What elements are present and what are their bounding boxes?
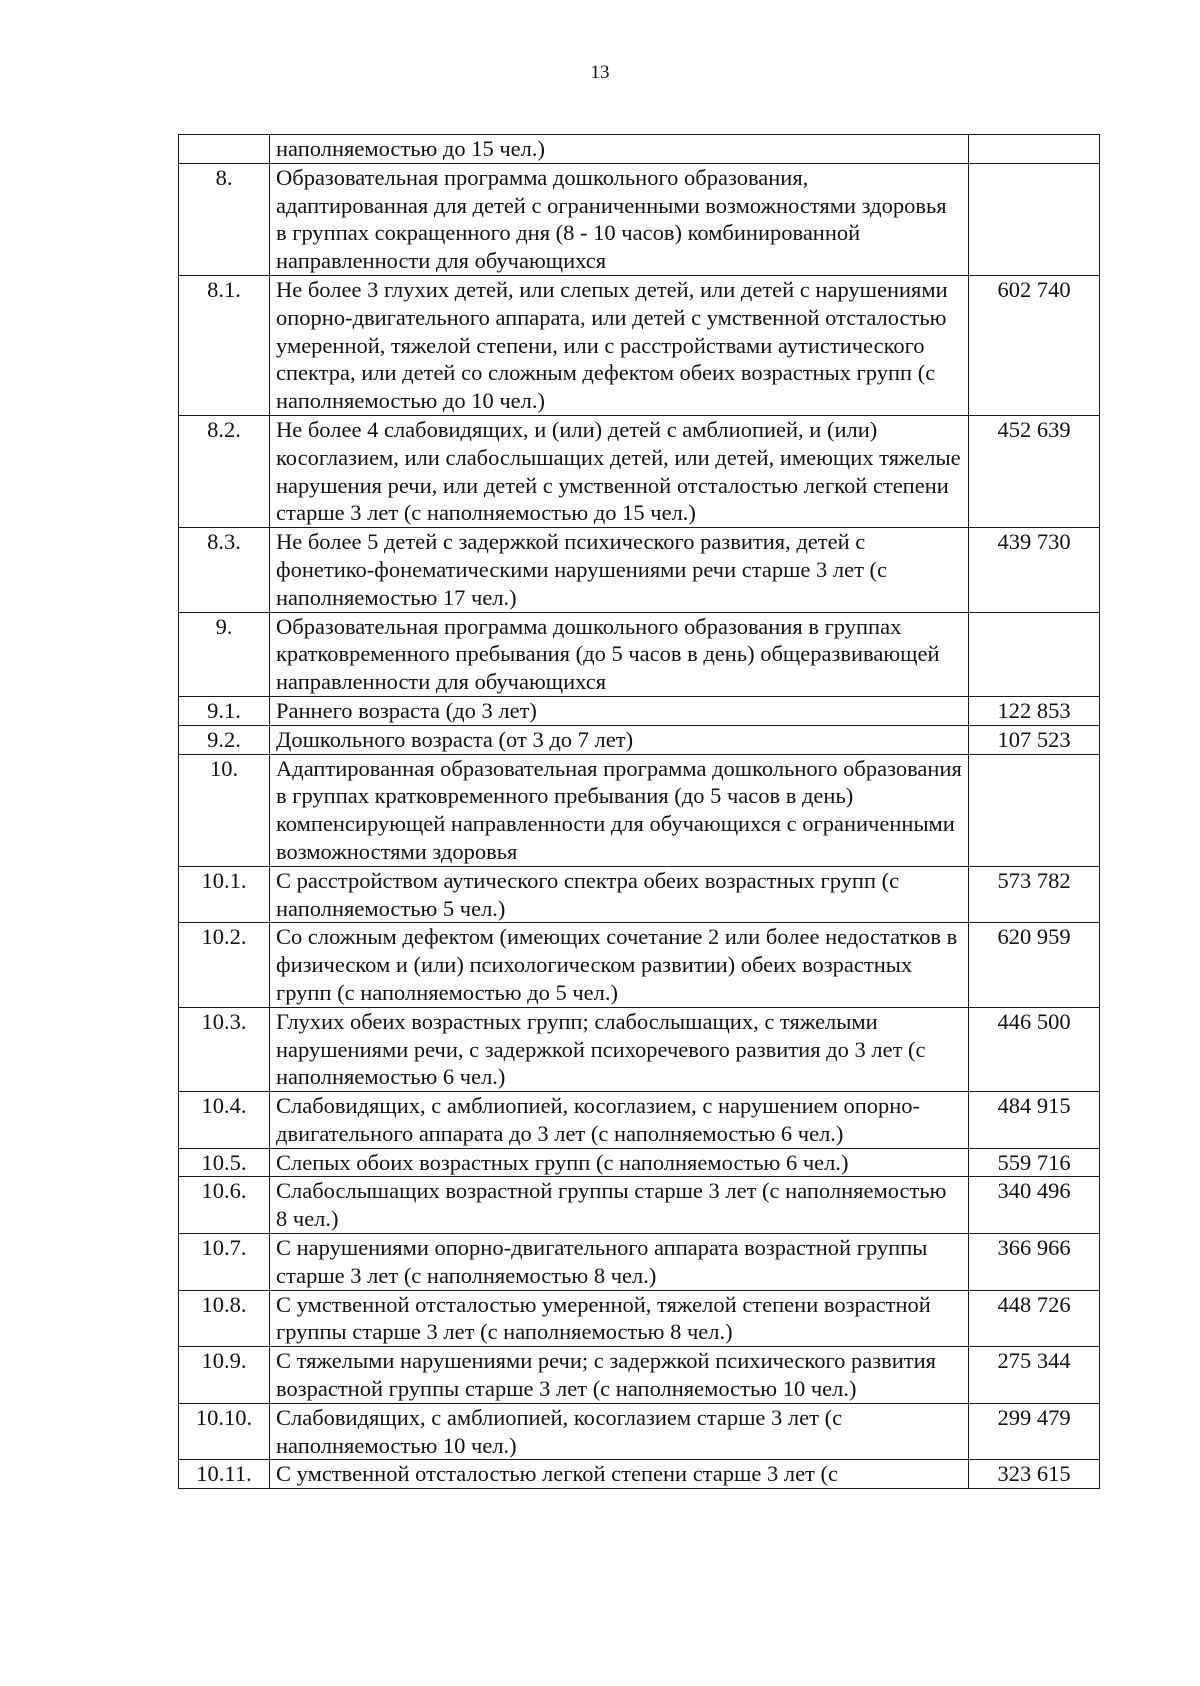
table-row [179,612,1100,696]
row-description: Глухих обеих возрастных групп; слабослышащих, с тяжелыми нарушениями речи, с задержкой психоречевого развития до 3 лет (с наполняемостью 6 чел.) [270,1007,969,1091]
row-value: 446 500 [969,1007,1100,1091]
row-description: С умственной отсталостью легкой степени старше 3 лет (с [270,1460,969,1489]
row-description: Со сложным дефектом (имеющих сочетание 2 или более недостатков в физическом и (или) психологическом развитии) обеих возрастных групп (с наполняемостью до 5 чел.) [270,923,969,1007]
row-number: 10.2. [179,923,270,1007]
row-description: наполняемостью до 15 чел.) [270,135,969,164]
table-row [179,163,1100,275]
row-number: 8.3. [179,528,270,612]
row-number: 8.2. [179,415,270,527]
table-row [179,1347,1100,1404]
row-number: 9.1. [179,696,270,725]
row-number: 10.11. [179,1460,270,1489]
table-row [179,1092,1100,1149]
row-description: Слабовидящих, с амблиопией, косоглазием старше 3 лет (с наполняемостью 10 чел.) [270,1403,969,1460]
row-description: С нарушениями опорно-двигательного аппарата возрастной группы старше 3 лет (с наполняемостью 8 чел.) [270,1234,969,1291]
row-number: 10.10. [179,1403,270,1460]
row-description: С умственной отсталостью умеренной, тяжелой степени возрастной группы старше 3 лет (с наполняемостью 8 чел.) [270,1290,969,1347]
row-description: Раннего возраста (до 3 лет) [270,696,969,725]
row-value [969,612,1100,696]
table-row [179,923,1100,1007]
row-value: 602 740 [969,275,1100,415]
table-row [179,725,1100,754]
row-value: 340 496 [969,1177,1100,1234]
row-value [969,163,1100,275]
table-row [179,1403,1100,1460]
table-row [179,696,1100,725]
table-row [179,1148,1100,1177]
row-number: 9.2. [179,725,270,754]
row-number: 10.6. [179,1177,270,1234]
row-value: 452 639 [969,415,1100,527]
row-description: Слепых обоих возрастных групп (с наполняемостью 6 чел.) [270,1148,969,1177]
table-row [179,1460,1100,1489]
table-row [179,1007,1100,1091]
row-number: 10.7. [179,1234,270,1291]
row-description: Образовательная программа дошкольного образования в группах кратковременного пребывания (до 5 часов в день) общеразвивающей направленности для обучающихся [270,612,969,696]
table-row [179,135,1100,164]
row-value [969,135,1100,164]
table-row [179,1290,1100,1347]
row-value: 299 479 [969,1403,1100,1460]
row-number: 10.4. [179,1092,270,1149]
row-value: 573 782 [969,866,1100,923]
row-description: С расстройством аутического спектра обеих возрастных групп (с наполняемостью 5 чел.) [270,866,969,923]
table-row [179,866,1100,923]
row-description: С тяжелыми нарушениями речи; с задержкой психического развития возрастной группы старше 3 лет (с наполняемостью 10 чел.) [270,1347,969,1404]
row-number: 9. [179,612,270,696]
table-row [179,528,1100,612]
row-number: 8. [179,163,270,275]
table-row [179,1234,1100,1291]
row-value: 559 716 [969,1148,1100,1177]
row-description: Слабовидящих, с амблиопией, косоглазием, с нарушением опорно-двигательного аппарата до 3 лет (с наполняемостью 6 чел.) [270,1092,969,1149]
row-value: 620 959 [969,923,1100,1007]
row-value [969,754,1100,866]
row-value: 107 523 [969,725,1100,754]
row-description: Не более 5 детей с задержкой психического развития, детей с фонетико-фонематическими нарушениями речи старше 3 лет (с наполняемостью 17 чел.) [270,528,969,612]
row-value: 439 730 [969,528,1100,612]
row-number: 10.1. [179,866,270,923]
row-value: 323 615 [969,1460,1100,1489]
row-value: 448 726 [969,1290,1100,1347]
row-number: 10.9. [179,1347,270,1404]
row-description: Слабослышащих возрастной группы старше 3 лет (с наполняемостью 8 чел.) [270,1177,969,1234]
row-value: 275 344 [969,1347,1100,1404]
row-description: Адаптированная образовательная программа дошкольного образования в группах кратковременного пребывания (до 5 часов в день) компенсирующей направленности для обучающихся с ограниченными возможностями здоровья [270,754,969,866]
row-number: 10.8. [179,1290,270,1347]
row-number [179,135,270,164]
row-number: 10.5. [179,1148,270,1177]
row-value: 122 853 [969,696,1100,725]
table-row [179,754,1100,866]
row-description: Дошкольного возраста (от 3 до 7 лет) [270,725,969,754]
row-description: Не более 3 глухих детей, или слепых детей, или детей с нарушениями опорно-двигательного аппарата, или детей с умственной отсталостью умеренной, тяжелой степени, или с расстройствами аутистического спектра, или детей со сложным дефектом обеих возрастных групп (с наполняемостью до 10 чел.) [270,275,969,415]
row-number: 10. [179,754,270,866]
page-number: 13 [590,62,610,83]
row-value: 366 966 [969,1234,1100,1291]
table-row [179,415,1100,527]
tariff-table-body [179,135,1100,1489]
row-value: 484 915 [969,1092,1100,1149]
row-description: Образовательная программа дошкольного образования, адаптированная для детей с ограниченными возможностями здоровья в группах сокращенного дня (8 - 10 часов) комбинированной направленности для обучающихся [270,163,969,275]
table-row [179,1177,1100,1234]
row-description: Не более 4 слабовидящих, и (или) детей с амблиопией, и (или) косоглазием, или слабослышащих детей, или детей, имеющих тяжелые нарушения речи, или детей с умственной отсталостью легкой степени старше 3 лет (с наполняемостью до 15 чел.) [270,415,969,527]
table-row [179,275,1100,415]
row-number: 10.3. [179,1007,270,1091]
row-number: 8.1. [179,275,270,415]
tariff-table [178,134,1100,1489]
